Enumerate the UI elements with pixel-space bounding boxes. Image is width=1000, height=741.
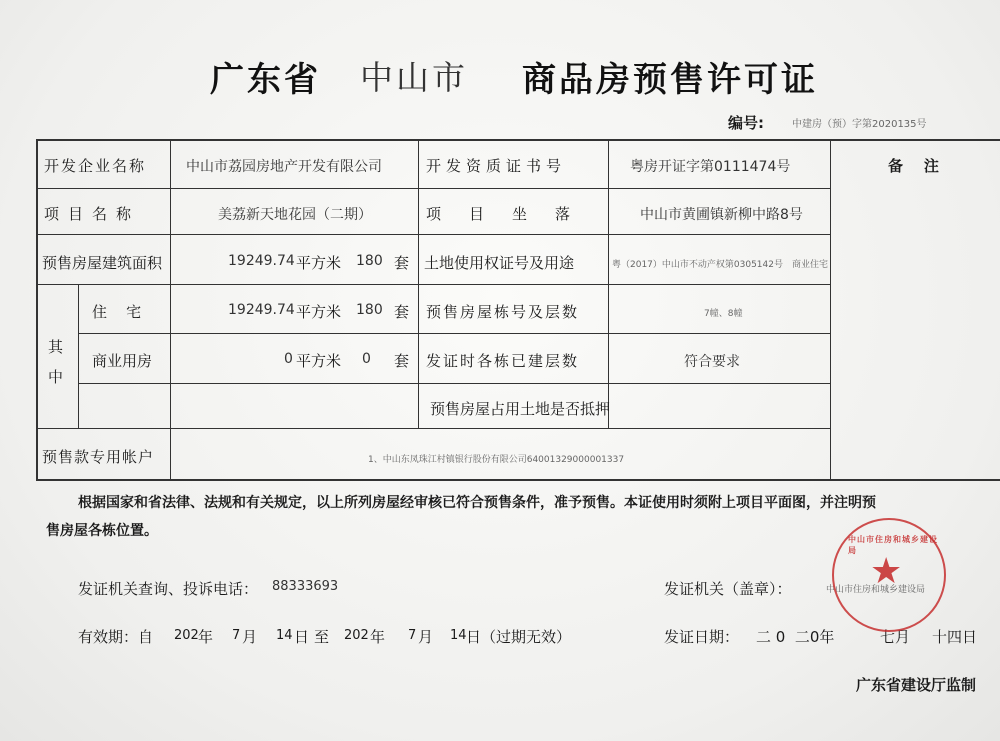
table-rule — [170, 139, 171, 481]
account-label: 预售款专用帐户 — [42, 448, 155, 466]
table-border-top — [36, 139, 1000, 141]
table-rule — [78, 284, 79, 429]
cert-number-value: 中建房（预）字第2020135号 — [792, 119, 927, 130]
seal-star-icon: ★ — [870, 551, 903, 592]
issue-year: 二 0 二0年 — [756, 628, 835, 646]
qualification-label: 开发资质证书号 — [426, 157, 567, 175]
table-rule — [418, 139, 419, 429]
phone-label: 发证机关查询、投诉电话： — [78, 580, 259, 598]
validity-label: 有效期：自 — [78, 628, 154, 646]
validity-from-day: 14 — [276, 628, 293, 643]
residential-area-value: 19249.74 — [228, 302, 295, 318]
buildings-value: 7幢、8幢 — [704, 309, 743, 319]
expired-note: 日（过期无效） — [466, 628, 572, 646]
project-name-label: 项目名称 — [44, 205, 141, 223]
presale-area-label: 预售房屋建筑面积 — [42, 254, 163, 272]
commercial-area-value: 0 — [284, 351, 293, 367]
developer-value: 中山市荔园房地产开发有限公司 — [186, 159, 382, 175]
land-use-value: 商业住宅 — [792, 260, 829, 270]
land-cert-value: 粤（2017）中山市不动产权第0305142号 — [612, 260, 783, 270]
commercial-area-unit: 平方米 — [296, 352, 342, 370]
commercial-label: 商业用房 — [92, 352, 153, 370]
presale-area-value: 19249.74 — [228, 253, 295, 269]
title-document-name: 商品房预售许可证 — [522, 60, 818, 100]
validity-to-year-char: 年 — [370, 628, 386, 646]
approval-text-line1: 根据国家和省法律、法规和有关规定，以上所列房屋经审核已符合预售条件，准予预售。本证使用时须附上项目平面图，并注明预 — [78, 495, 876, 511]
residential-sets-unit: 套 — [394, 303, 410, 321]
account-value: 1、中山东凤珠江村镇银行股份有限公司64001329000001337 — [368, 455, 625, 465]
validity-to-month: 7 — [408, 628, 417, 643]
validity-from-year: 202 — [174, 628, 199, 643]
title-province: 广东省 — [210, 60, 321, 100]
validity-from-month: 7 — [232, 628, 241, 643]
validity-to-day: 14 — [450, 628, 467, 643]
commercial-sets-unit: 套 — [394, 352, 410, 370]
table-rule — [36, 188, 830, 189]
validity-from-day-char: 日 — [294, 628, 310, 646]
table-rule — [36, 284, 830, 285]
residential-sets-value: 180 — [356, 302, 383, 318]
mortgage-label: 预售房屋占用土地是否抵押 — [430, 400, 611, 418]
land-cert-label: 土地使用权证号及用途 — [424, 254, 575, 272]
remarks-label: 备 注 — [888, 157, 939, 175]
issuer-value: 中山市住房和城乡建设局 — [826, 585, 926, 595]
validity-to-char: 至 — [314, 628, 330, 646]
supervising-authority: 广东省建设厅监制 — [856, 676, 977, 694]
phone-value: 88333693 — [272, 579, 339, 594]
validity-from-year-char: 年 — [198, 628, 214, 646]
location-value: 中山市黄圃镇新柳中路8号 — [640, 207, 803, 223]
presale-area-sets: 180 — [356, 253, 383, 269]
table-rule — [78, 333, 830, 334]
issue-month: 七月 — [880, 628, 911, 646]
official-seal — [832, 518, 946, 632]
table-border-left — [36, 139, 38, 481]
built-floors-value: 符合要求 — [684, 354, 740, 370]
table-rule — [830, 139, 831, 481]
seal-text: 中山市住房和城乡建设局 — [848, 535, 938, 555]
issue-day: 十四日 — [932, 628, 978, 646]
of-which-label: 其中 — [48, 338, 64, 386]
developer-label: 开发企业名称 — [44, 157, 147, 175]
residential-area-unit: 平方米 — [296, 303, 342, 321]
commercial-sets-value: 0 — [362, 351, 371, 367]
presale-sets-unit: 套 — [394, 254, 410, 272]
location-label: 项目坐落 — [426, 205, 599, 223]
approval-text-line2: 售房屋各栋位置。 — [46, 523, 158, 539]
residential-label: 住 宅 — [92, 303, 142, 321]
table-rule — [36, 428, 830, 429]
table-border-bottom — [36, 479, 1000, 481]
table-rule — [608, 139, 609, 429]
qualification-value: 粤房开证字第0111474号 — [630, 159, 791, 175]
document-title — [0, 52, 1000, 112]
validity-from-month-char: 月 — [242, 628, 258, 646]
project-name-value: 美荔新天地花园（二期） — [218, 207, 372, 223]
table-rule — [78, 383, 830, 384]
issuer-label: 发证机关（盖章）： — [664, 580, 792, 598]
validity-to-year: 202 — [344, 628, 369, 643]
presale-area-unit: 平方米 — [296, 254, 342, 272]
buildings-label: 预售房屋栋号及层数 — [426, 303, 580, 321]
validity-to-month-char: 月 — [418, 628, 434, 646]
title-city: 中山市 — [360, 58, 468, 97]
table-rule — [36, 234, 830, 235]
built-floors-label: 发证时各栋已建层数 — [426, 352, 580, 370]
cert-number-label: 编号: — [728, 114, 764, 132]
issue-date-label: 发证日期： — [664, 628, 740, 646]
